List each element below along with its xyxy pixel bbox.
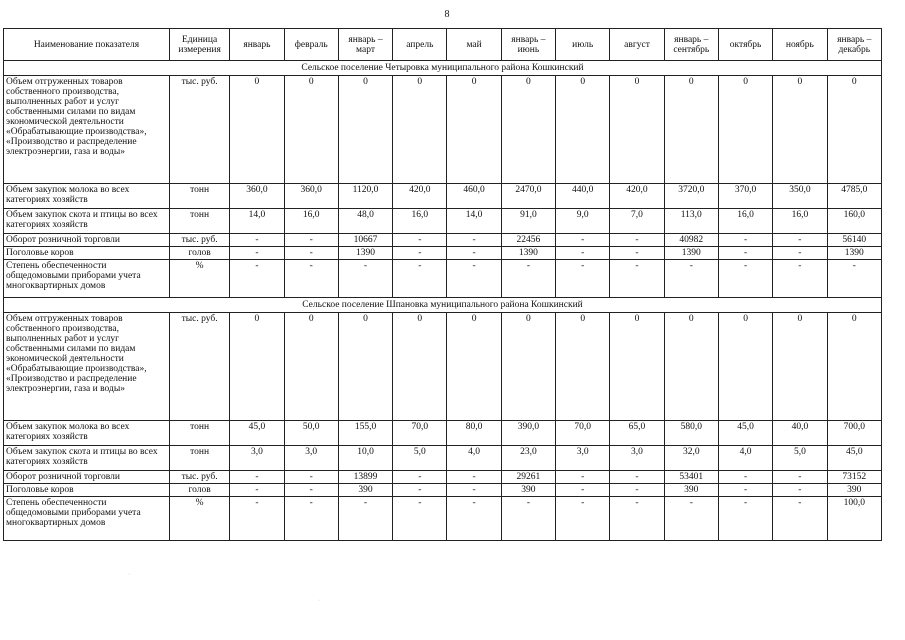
value-cell: 0 bbox=[501, 313, 555, 421]
value-cell: 14,0 bbox=[447, 209, 501, 234]
indicator-name: Объем отгруженных товаров собственного производства, выполненных работ и услуг собственными силами по видам экономической деятельности «Обрабатывающие производства», «Производство и распределение электроэнергии, газа и воды» bbox=[4, 76, 170, 184]
value-cell: 70,0 bbox=[393, 421, 447, 446]
value-cell: - bbox=[230, 234, 284, 247]
value-cell: - bbox=[284, 497, 338, 541]
value-cell: 160,0 bbox=[827, 209, 881, 234]
table-row bbox=[4, 247, 882, 260]
value-cell: 0 bbox=[610, 76, 664, 184]
value-cell: 0 bbox=[393, 76, 447, 184]
period-column-header: май bbox=[447, 29, 501, 61]
section-title-row bbox=[4, 298, 882, 313]
value-cell: - bbox=[773, 484, 827, 497]
table-row bbox=[4, 446, 882, 471]
value-cell: - bbox=[447, 260, 501, 298]
value-cell: - bbox=[230, 471, 284, 484]
value-cell: 1120,0 bbox=[338, 184, 392, 209]
value-cell: - bbox=[718, 234, 772, 247]
value-cell: - bbox=[664, 260, 718, 298]
indicator-name: Оборот розничной торговли bbox=[4, 234, 170, 247]
value-cell: 0 bbox=[230, 313, 284, 421]
value-cell: 390 bbox=[664, 484, 718, 497]
unit-cell: голов bbox=[169, 247, 229, 260]
value-cell: - bbox=[393, 260, 447, 298]
indicator-name: Поголовье коров bbox=[4, 484, 170, 497]
value-cell: 45,0 bbox=[827, 446, 881, 471]
value-cell: 40,0 bbox=[773, 421, 827, 446]
value-cell: 390 bbox=[827, 484, 881, 497]
section-title: Сельское поселение Шпановка муниципального района Кошкинский bbox=[4, 298, 882, 313]
value-cell: 56140 bbox=[827, 234, 881, 247]
value-cell: 50,0 bbox=[284, 421, 338, 446]
value-cell: 80,0 bbox=[447, 421, 501, 446]
value-cell: - bbox=[501, 260, 555, 298]
value-cell: 0 bbox=[230, 76, 284, 184]
value-cell: 4,0 bbox=[718, 446, 772, 471]
value-cell: 0 bbox=[773, 76, 827, 184]
indicator-name: Поголовье коров bbox=[4, 247, 170, 260]
value-cell: 0 bbox=[718, 313, 772, 421]
table-header-row bbox=[4, 29, 882, 61]
unit-cell: тонн bbox=[169, 209, 229, 234]
value-cell: - bbox=[773, 247, 827, 260]
value-cell: 4785,0 bbox=[827, 184, 881, 209]
value-cell: - bbox=[338, 260, 392, 298]
value-cell: 4,0 bbox=[447, 446, 501, 471]
value-cell: 0 bbox=[556, 76, 610, 184]
value-cell: - bbox=[773, 497, 827, 541]
value-cell: 16,0 bbox=[393, 209, 447, 234]
unit-cell: тыс. руб. bbox=[169, 313, 229, 421]
value-cell: 0 bbox=[718, 76, 772, 184]
value-cell: 0 bbox=[556, 313, 610, 421]
value-cell: - bbox=[773, 234, 827, 247]
value-cell: 10667 bbox=[338, 234, 392, 247]
unit-cell: тонн bbox=[169, 184, 229, 209]
value-cell: 1390 bbox=[338, 247, 392, 260]
value-cell: 0 bbox=[338, 76, 392, 184]
value-cell: 155,0 bbox=[338, 421, 392, 446]
value-cell: 65,0 bbox=[610, 421, 664, 446]
indicator-column-header: Наименование показателя bbox=[4, 29, 170, 61]
value-cell: - bbox=[338, 497, 392, 541]
value-cell: - bbox=[556, 260, 610, 298]
value-cell: - bbox=[718, 260, 772, 298]
value-cell: 390 bbox=[501, 484, 555, 497]
value-cell: - bbox=[610, 484, 664, 497]
value-cell: 45,0 bbox=[718, 421, 772, 446]
table-row bbox=[4, 234, 882, 247]
value-cell: - bbox=[447, 484, 501, 497]
scan-speck: · bbox=[318, 598, 320, 604]
unit-cell: тонн bbox=[169, 421, 229, 446]
unit-cell: тонн bbox=[169, 446, 229, 471]
table-row bbox=[4, 260, 882, 298]
table-row bbox=[4, 209, 882, 234]
value-cell: 3,0 bbox=[556, 446, 610, 471]
value-cell: 0 bbox=[664, 313, 718, 421]
value-cell: 0 bbox=[610, 313, 664, 421]
period-column-header: апрель bbox=[393, 29, 447, 61]
value-cell: - bbox=[393, 497, 447, 541]
value-cell: 0 bbox=[338, 313, 392, 421]
value-cell: 370,0 bbox=[718, 184, 772, 209]
value-cell: 420,0 bbox=[393, 184, 447, 209]
value-cell: - bbox=[447, 471, 501, 484]
indicator-name: Оборот розничной торговли bbox=[4, 471, 170, 484]
section-title: Сельское поселение Четыровка муниципального района Кошкинский bbox=[4, 61, 882, 76]
value-cell: 70,0 bbox=[556, 421, 610, 446]
table-body bbox=[4, 61, 882, 541]
value-cell: 100,0 bbox=[827, 497, 881, 541]
value-cell: 45,0 bbox=[230, 421, 284, 446]
value-cell: 390 bbox=[338, 484, 392, 497]
indicator-name: Объем закупок молока во всех категориях хозяйств bbox=[4, 421, 170, 446]
value-cell: 1390 bbox=[501, 247, 555, 260]
indicator-name: Объем закупок скота и птицы во всех категориях хозяйств bbox=[4, 209, 170, 234]
value-cell: - bbox=[556, 484, 610, 497]
value-cell: 14,0 bbox=[230, 209, 284, 234]
value-cell: - bbox=[284, 260, 338, 298]
indicator-name: Объем отгруженных товаров собственного производства, выполненных работ и услуг собственными силами по видам экономической деятельности «Обрабатывающие производства», «Производство и распределение электроэнергии, газа и воды» bbox=[4, 313, 170, 421]
value-cell: 13899 bbox=[338, 471, 392, 484]
period-column-header: август bbox=[610, 29, 664, 61]
value-cell: - bbox=[230, 497, 284, 541]
value-cell: - bbox=[718, 247, 772, 260]
unit-cell: тыс. руб. bbox=[169, 471, 229, 484]
value-cell: 0 bbox=[284, 313, 338, 421]
period-column-header: январь – март bbox=[338, 29, 392, 61]
value-cell: - bbox=[718, 484, 772, 497]
value-cell: - bbox=[501, 497, 555, 541]
value-cell: - bbox=[610, 260, 664, 298]
value-cell: - bbox=[284, 471, 338, 484]
value-cell: 91,0 bbox=[501, 209, 555, 234]
value-cell: - bbox=[230, 260, 284, 298]
value-cell: - bbox=[773, 471, 827, 484]
period-column-header: январь – июнь bbox=[501, 29, 555, 61]
value-cell: 360,0 bbox=[284, 184, 338, 209]
unit-cell: голов bbox=[169, 484, 229, 497]
value-cell: - bbox=[393, 234, 447, 247]
value-cell: 0 bbox=[501, 76, 555, 184]
unit-column-header: Единица измерения bbox=[169, 29, 229, 61]
value-cell: 440,0 bbox=[556, 184, 610, 209]
value-cell: 5,0 bbox=[773, 446, 827, 471]
value-cell: - bbox=[393, 484, 447, 497]
value-cell: - bbox=[718, 471, 772, 484]
value-cell: 3,0 bbox=[284, 446, 338, 471]
indicator-name: Степень обеспеченности общедомовыми приборами учета многоквартирных домов bbox=[4, 497, 170, 541]
value-cell: 0 bbox=[664, 76, 718, 184]
section-title-row bbox=[4, 61, 882, 76]
value-cell: 40982 bbox=[664, 234, 718, 247]
value-cell: 9,0 bbox=[556, 209, 610, 234]
value-cell: 1390 bbox=[664, 247, 718, 260]
value-cell: - bbox=[284, 247, 338, 260]
value-cell: - bbox=[610, 247, 664, 260]
page-number: 8 bbox=[444, 9, 450, 20]
value-cell: 48,0 bbox=[338, 209, 392, 234]
unit-cell: тыс. руб. bbox=[169, 234, 229, 247]
unit-cell: % bbox=[169, 497, 229, 541]
value-cell: - bbox=[447, 234, 501, 247]
table-row bbox=[4, 184, 882, 209]
indicator-name: Объем закупок молока во всех категориях хозяйств bbox=[4, 184, 170, 209]
value-cell: 0 bbox=[773, 313, 827, 421]
value-cell: - bbox=[393, 247, 447, 260]
value-cell: 0 bbox=[827, 76, 881, 184]
value-cell: 73152 bbox=[827, 471, 881, 484]
value-cell: 23,0 bbox=[501, 446, 555, 471]
indicator-name: Степень обеспеченности общедомовыми приборами учета многоквартирных домов bbox=[4, 260, 170, 298]
value-cell: 420,0 bbox=[610, 184, 664, 209]
value-cell: 580,0 bbox=[664, 421, 718, 446]
period-column-header: октябрь bbox=[718, 29, 772, 61]
unit-cell: % bbox=[169, 260, 229, 298]
value-cell: - bbox=[610, 497, 664, 541]
value-cell: - bbox=[393, 471, 447, 484]
value-cell: - bbox=[447, 497, 501, 541]
value-cell: 32,0 bbox=[664, 446, 718, 471]
value-cell: 113,0 bbox=[664, 209, 718, 234]
value-cell: 3720,0 bbox=[664, 184, 718, 209]
unit-cell: тыс. руб. bbox=[169, 76, 229, 184]
indicator-name: Объем закупок скота и птицы во всех категориях хозяйств bbox=[4, 446, 170, 471]
value-cell: 10,0 bbox=[338, 446, 392, 471]
value-cell: 22456 bbox=[501, 234, 555, 247]
value-cell: - bbox=[556, 234, 610, 247]
value-cell: 390,0 bbox=[501, 421, 555, 446]
value-cell: - bbox=[284, 234, 338, 247]
indicator-table bbox=[3, 28, 882, 541]
value-cell: - bbox=[610, 471, 664, 484]
value-cell: - bbox=[556, 247, 610, 260]
value-cell: - bbox=[610, 234, 664, 247]
value-cell: 0 bbox=[393, 313, 447, 421]
table-row bbox=[4, 421, 882, 446]
value-cell: 2470,0 bbox=[501, 184, 555, 209]
value-cell: 3,0 bbox=[230, 446, 284, 471]
value-cell: - bbox=[556, 497, 610, 541]
table-row bbox=[4, 76, 882, 184]
value-cell: 350,0 bbox=[773, 184, 827, 209]
value-cell: 16,0 bbox=[773, 209, 827, 234]
value-cell: - bbox=[284, 484, 338, 497]
value-cell: 53401 bbox=[664, 471, 718, 484]
value-cell: 3,0 bbox=[610, 446, 664, 471]
period-column-header: ноябрь bbox=[773, 29, 827, 61]
value-cell: - bbox=[230, 247, 284, 260]
value-cell: 460,0 bbox=[447, 184, 501, 209]
value-cell: - bbox=[827, 260, 881, 298]
value-cell: 360,0 bbox=[230, 184, 284, 209]
value-cell: - bbox=[230, 484, 284, 497]
value-cell: - bbox=[773, 260, 827, 298]
value-cell: 16,0 bbox=[718, 209, 772, 234]
period-column-header: февраль bbox=[284, 29, 338, 61]
period-column-header: январь – декабрь bbox=[827, 29, 881, 61]
value-cell: - bbox=[664, 497, 718, 541]
value-cell: - bbox=[718, 497, 772, 541]
value-cell: 0 bbox=[447, 76, 501, 184]
scan-speck: · bbox=[128, 572, 130, 578]
table-row bbox=[4, 484, 882, 497]
period-column-header: июль bbox=[556, 29, 610, 61]
value-cell: 0 bbox=[284, 76, 338, 184]
value-cell: 5,0 bbox=[393, 446, 447, 471]
value-cell: - bbox=[556, 471, 610, 484]
value-cell: 29261 bbox=[501, 471, 555, 484]
value-cell: 0 bbox=[447, 313, 501, 421]
value-cell: 1390 bbox=[827, 247, 881, 260]
value-cell: 0 bbox=[827, 313, 881, 421]
period-column-header: январь – сентябрь bbox=[664, 29, 718, 61]
period-column-header: январь bbox=[230, 29, 284, 61]
value-cell: 7,0 bbox=[610, 209, 664, 234]
table-row bbox=[4, 313, 882, 421]
value-cell: 700,0 bbox=[827, 421, 881, 446]
value-cell: - bbox=[447, 247, 501, 260]
table-row bbox=[4, 471, 882, 484]
table-row bbox=[4, 497, 882, 541]
value-cell: 16,0 bbox=[284, 209, 338, 234]
